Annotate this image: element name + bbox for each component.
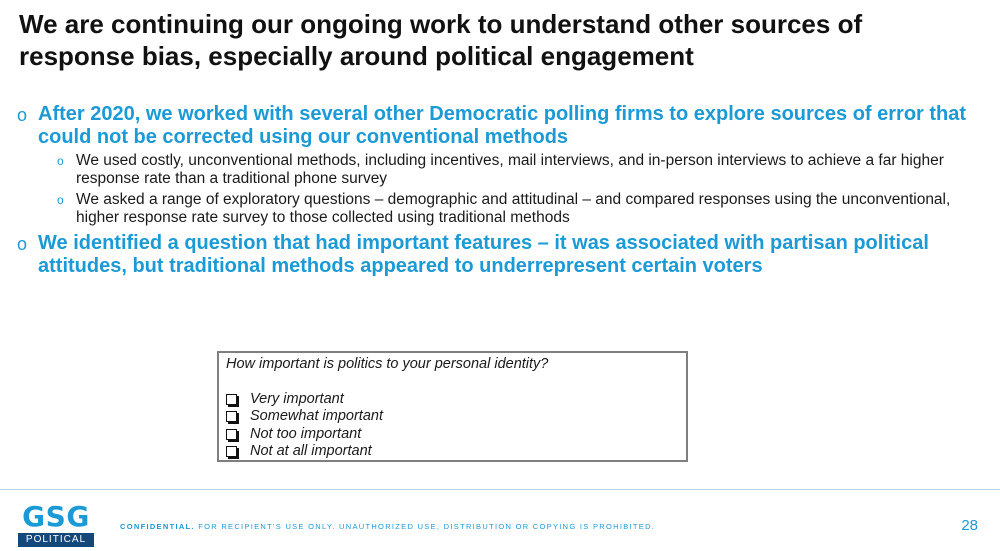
subbullet-1-1-text: We used costly, unconventional methods, including incentives, mail interviews, and in-person interviews to achieve a far higher response rate than a traditional phone survey — [76, 152, 944, 187]
bullet-1-text: After 2020, we worked with several other Democratic polling firms to explore sources of error that could not be corrected using our conventional methods — [38, 103, 967, 148]
checkbox-icon — [226, 394, 237, 405]
confidential-text: FOR RECIPIENT'S USE ONLY. UNAUTHORIZED USE, DISTRIBUTION OR COPYING IS PROHIBITED. — [198, 522, 656, 531]
bullet-2 — [17, 232, 977, 277]
bullet-1 — [17, 103, 977, 148]
bullet-2-text: We identified a question that had important features – it was associated with partisan political attitudes, but traditional methods appeared to underrepresent certain voters — [38, 232, 929, 277]
survey-option — [226, 443, 686, 461]
page-number: 28 — [961, 517, 978, 534]
subbullet-marker: o — [57, 193, 64, 207]
checkbox-icon — [226, 429, 237, 440]
survey-option-label: Somewhat important — [250, 408, 383, 424]
subbullet-1-2 — [17, 191, 977, 227]
logo-subtext: POLITICAL — [18, 533, 94, 547]
checkbox-icon — [226, 411, 237, 422]
bullet-list — [17, 103, 977, 277]
subbullet-marker: o — [57, 154, 64, 168]
survey-option-label: Not too important — [250, 425, 362, 442]
checkbox-icon — [226, 446, 237, 457]
survey-question-box — [217, 351, 688, 462]
survey-option — [226, 426, 686, 444]
survey-option-label: Not at all important — [250, 443, 372, 459]
gsg-logo — [18, 500, 94, 547]
survey-option-label: Very important — [250, 390, 344, 407]
confidential-notice — [120, 522, 655, 531]
survey-question: How important is politics to your personal identity? — [226, 356, 549, 372]
logo-text: GSG — [22, 500, 90, 533]
bullet-marker: o — [17, 105, 28, 125]
bullet-marker: o — [17, 234, 28, 254]
slide-title: We are continuing our ongoing work to understand other sources of response bias, especially around political engagement — [19, 9, 863, 71]
survey-option — [226, 408, 686, 426]
subbullet-1-2-text: We asked a range of exploratory questions – demographic and attitudinal – and compared responses using the unconventional, higher response rate survey to those collected using traditional methods — [76, 191, 951, 226]
footer-divider — [0, 489, 1000, 490]
confidential-label: CONFIDENTIAL. — [120, 522, 195, 531]
survey-option — [226, 391, 686, 409]
subbullet-1-1 — [17, 152, 977, 188]
